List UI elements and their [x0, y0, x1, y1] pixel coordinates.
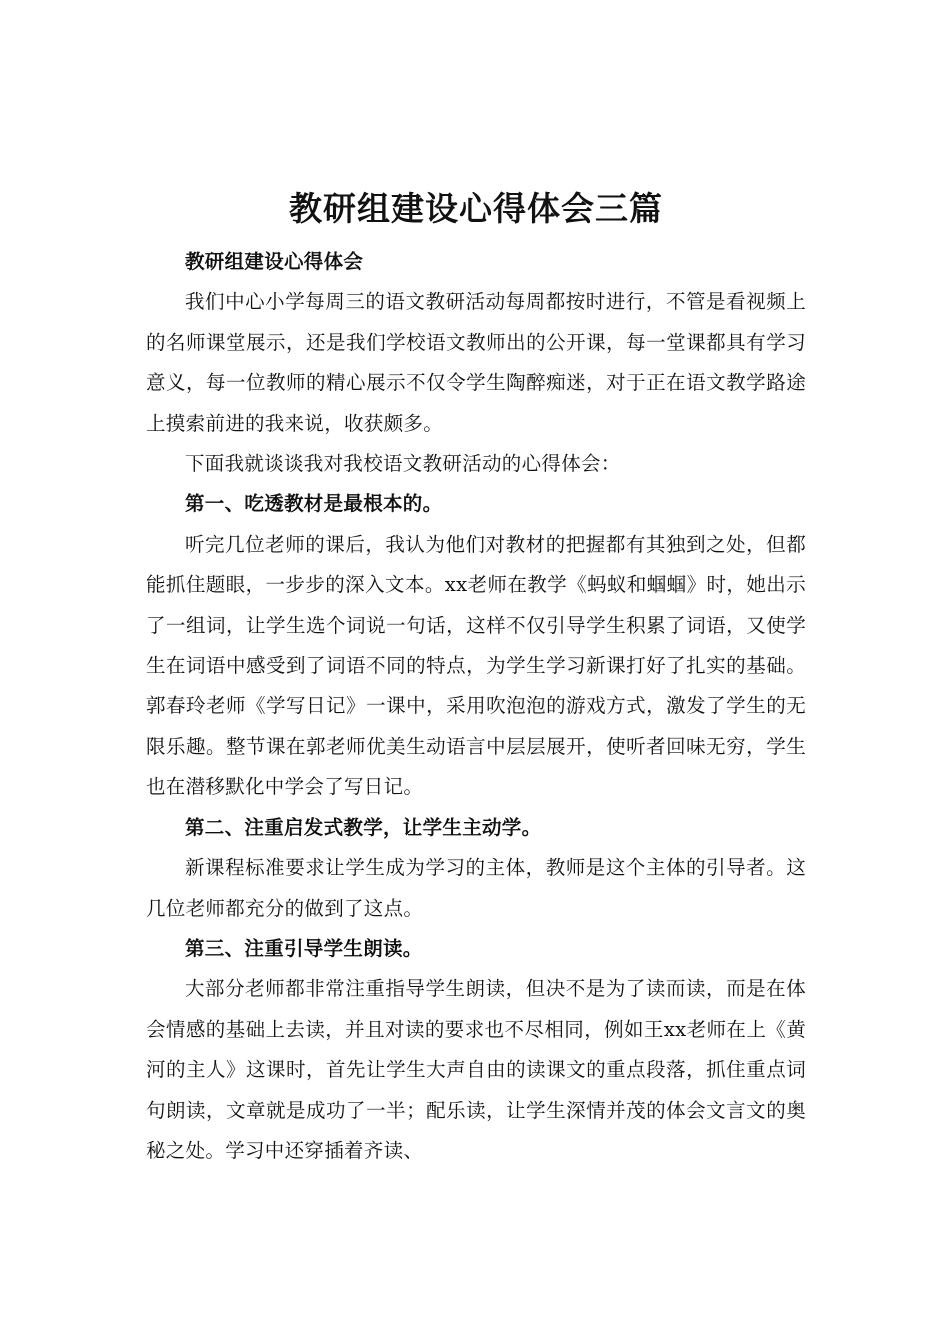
document-title: 教研组建设心得体会三篇: [289, 189, 663, 228]
body-paragraph: 大部分老师都非常注重指导学生朗读，但决不是为了读而读，而是在体会情感的基础上去读，并且对读的要求也不尽相同，例如王xx老师在上《黄河的主人》这课时，首先让学生大声自由的读课文的重点段落，抓住重点词句朗读，文章就是成功了一半；配乐读，让学生深情并茂的体会文言文的奥秘之处。学习中还穿插着齐读、: [146, 977, 806, 1162]
body-paragraph: 新课程标准要求让学生成为学习的主体，教师是这个主体的引导者。这几位老师都充分的做到了这点。: [146, 856, 806, 920]
section-heading: 第一、吃透教材是最根本的。: [185, 492, 443, 516]
body-paragraph: 下面我就谈谈我对我校语文教研活动的心得体会：: [185, 452, 621, 476]
body-paragraph: 我们中心小学每周三的语文教研活动每周都按时进行，不管是看视频上的名师课堂展示，还是我们学校语文教师出的公开课，每一堂课都具有学习意义，每一位教师的精心展示不仅令学生陶醉痴迷，对于正在语文教学路途上摸索前进的我来说，收获颇多。: [146, 290, 806, 435]
document-body: [146, 242, 806, 1171]
section-heading: 第三、注重引导学生朗读。: [185, 936, 423, 960]
section-heading: 教研组建设心得体会: [185, 250, 364, 273]
section-heading: 第二、注重启发式教学，让学生主动学。: [185, 815, 542, 839]
body-paragraph: 听完几位老师的课后，我认为他们对教材的把握都有其独到之处，但都能抓住题眼，一步步的深入文本。xx老师在教学《蚂蚁和蝈蝈》时，她出示了一组词，让学生选个词说一句话，这样不仅引导学生积累了词语，又使学生在词语中感受到了词语不同的特点，为学生学习新课打好了扎实的基础。郭春玲老师《学写日记》一课中，采用吹泡泡的游戏方式，激发了学生的无限乐趣。整节课在郭老师优美生动语言中层层展开，使听者回味无穷，学生也在潜移默化中学会了写日记。: [146, 532, 806, 799]
